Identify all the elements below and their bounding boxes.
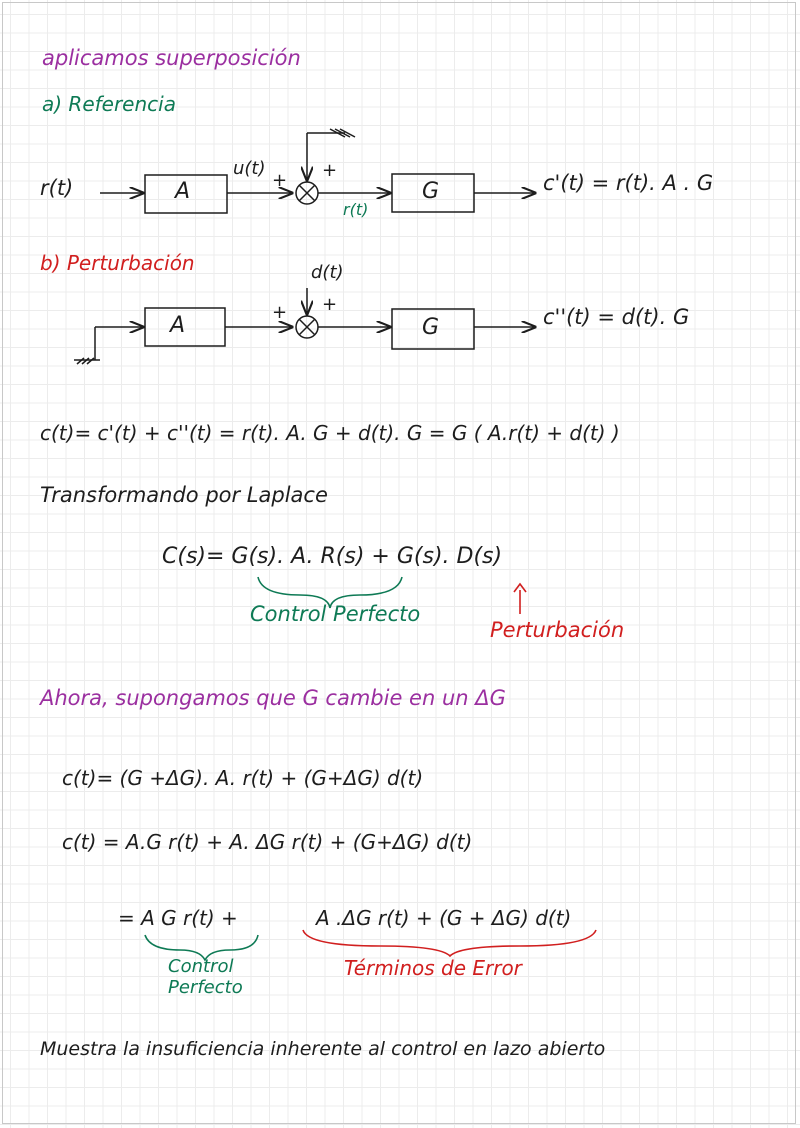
- block-a-b-label: A: [170, 313, 186, 338]
- section-a-label: a) Referencia: [42, 92, 176, 116]
- diagram-a-plus-top: +: [322, 160, 338, 181]
- laplace-intro: Transformando por Laplace: [40, 483, 328, 507]
- diagram-a-signal-u: u(t): [233, 158, 266, 179]
- control-perfecto-2-line1: Control: [168, 956, 234, 977]
- diagram-a-output: c'(t) = r(t). A . G: [543, 171, 714, 195]
- diagram-b-plus-top: +: [322, 294, 338, 315]
- terminos-error-brace: [303, 930, 596, 956]
- block-g-b-label: G: [422, 315, 440, 340]
- block-a-a-label: A: [175, 179, 191, 204]
- equation-sum: c(t)= c'(t) + c''(t) = r(t). A. G + d(t). G = G ( A.r(t) + d(t) ): [40, 421, 620, 445]
- equation-delta-3-control: = A G r(t) +: [118, 906, 238, 930]
- perturbacion-label: Perturbación: [490, 618, 625, 642]
- diagram-a-input: r(t): [40, 176, 74, 200]
- laplace-equation: C(s)= G(s). A. R(s) + G(s). D(s): [162, 544, 503, 569]
- diagram-b-output: c''(t) = d(t). G: [543, 305, 690, 329]
- equation-delta-1: c(t)= (G +ΔG). A. r(t) + (G+ΔG) d(t): [62, 766, 424, 790]
- conclusion: Muestra la insuficiencia inherente al control en lazo abierto: [40, 1038, 606, 1060]
- terminos-error: Términos de Error: [344, 956, 522, 980]
- block-g-a-label: G: [422, 179, 440, 204]
- diagram-a-signal-r: r(t): [343, 200, 369, 219]
- equation-delta-3-error: A .ΔG r(t) + (G + ΔG) d(t): [316, 906, 572, 930]
- diagram-a-plus-left: +: [272, 170, 288, 191]
- heading: aplicamos superposición: [42, 46, 301, 70]
- section-b-label: b) Perturbación: [40, 251, 195, 275]
- diagram-b-disturbance: d(t): [311, 262, 344, 283]
- equation-delta-2: c(t) = A.G r(t) + A. ΔG r(t) + (G+ΔG) d(t): [62, 830, 473, 854]
- change-intro: Ahora, supongamos que G cambie en un ΔG: [40, 686, 506, 710]
- control-perfecto-label: Control Perfecto: [250, 602, 421, 626]
- diagram-b-plus-left: +: [272, 302, 288, 323]
- control-perfecto-2-line2: Perfecto: [168, 977, 243, 998]
